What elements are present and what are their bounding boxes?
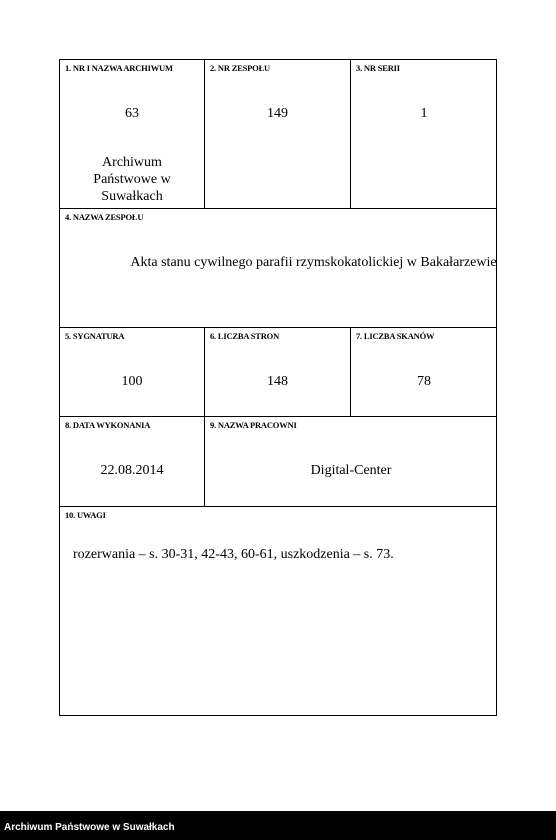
date-label: 8. DATA WYKONANIA xyxy=(65,420,151,430)
fonds-name-label: 4. NAZWA ZESPOŁU xyxy=(65,212,144,222)
fonds-name-cell xyxy=(60,209,497,327)
archive-cell xyxy=(60,60,204,208)
notes-value: rozerwania – s. 30-31, 42-43, 60-61, uszkodzenia – s. 73. xyxy=(73,547,394,562)
series-number-label: 3. NR SERII xyxy=(356,63,400,73)
archive-name: Archiwum Państwowe w Suwałkach xyxy=(93,155,171,204)
notes-label: 10. UWAGI xyxy=(65,510,106,520)
scan-count-label: 7. LICZBA SKANÓW xyxy=(356,331,435,341)
footer-archive-name: Archiwum Państwowe w Suwałkach xyxy=(4,822,175,833)
studio-value: Digital-Center xyxy=(310,463,392,478)
fonds-number-value: 149 xyxy=(267,106,288,121)
series-number-cell xyxy=(351,60,497,208)
footer-bar xyxy=(0,811,556,840)
signature-label: 5. SYGNATURA xyxy=(65,331,125,341)
archive-label: 1. NR I NAZWA ARCHIWUM xyxy=(65,63,173,73)
page-count-cell xyxy=(205,328,350,416)
page-count-label: 6. LICZBA STRON xyxy=(210,331,280,341)
signature-value: 100 xyxy=(121,374,143,389)
scan-count-cell xyxy=(351,328,497,416)
notes-cell xyxy=(60,507,497,715)
metadata-form xyxy=(59,59,497,716)
archive-number: 63 xyxy=(125,106,139,121)
signature-cell xyxy=(60,328,204,416)
series-number-value: 1 xyxy=(420,106,428,121)
studio-cell xyxy=(205,417,497,506)
date-cell xyxy=(60,417,204,506)
fonds-name-value: Akta stanu cywilnego parafii rzymskokatolickiej w Bakałarzewie xyxy=(130,255,497,270)
scan-count-value: 78 xyxy=(417,374,431,389)
studio-label: 9. NAZWA PRACOWNI xyxy=(210,420,297,430)
fonds-number-cell xyxy=(205,60,350,208)
date-value: 22.08.2014 xyxy=(100,463,164,478)
fonds-number-label: 2. NR ZESPOŁU xyxy=(210,63,270,73)
page-count-value: 148 xyxy=(267,374,288,389)
